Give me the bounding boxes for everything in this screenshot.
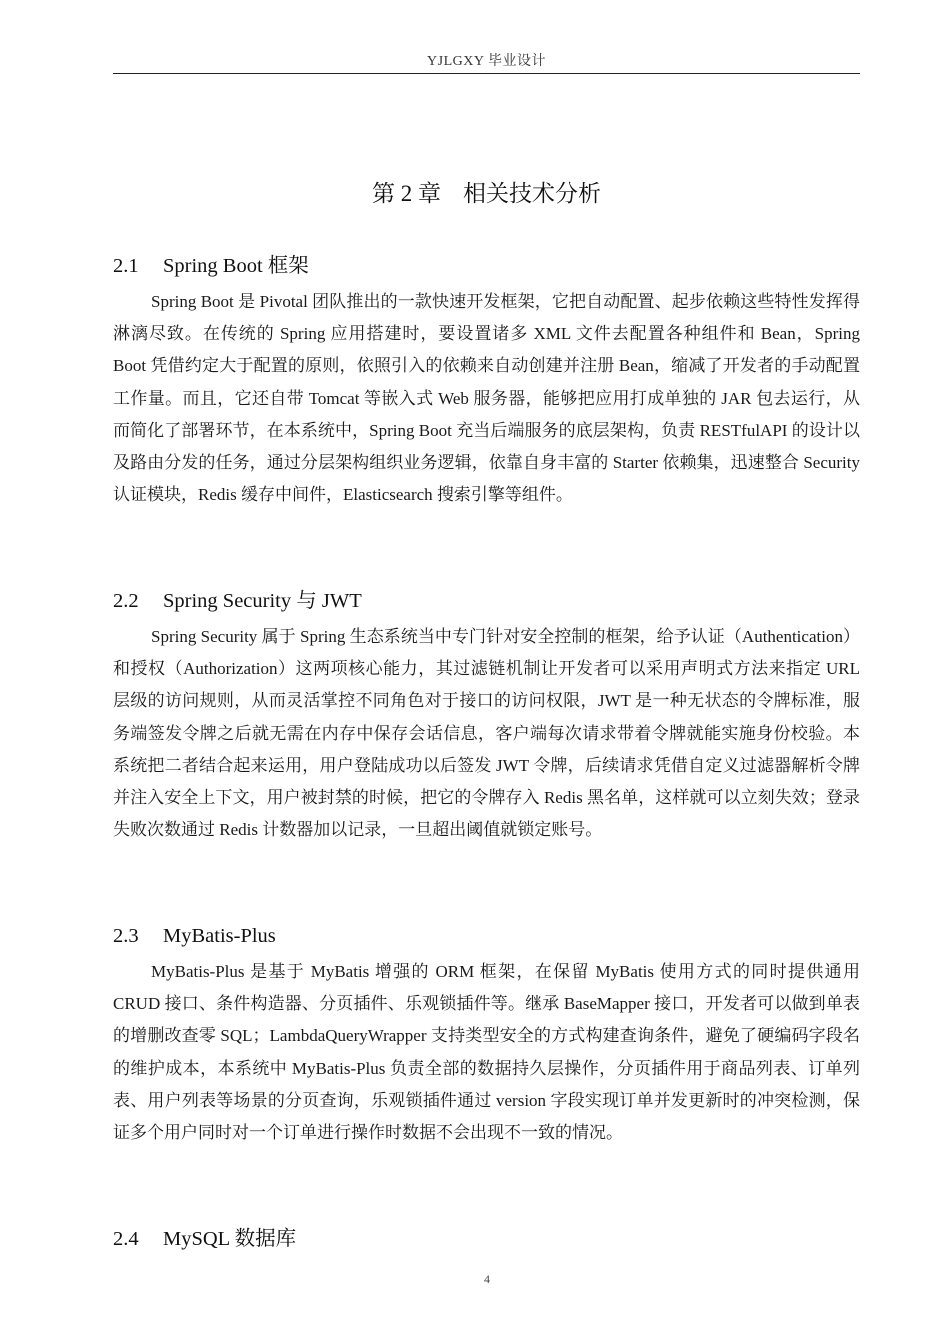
section-number: 2.1 [113,255,139,277]
chapter-number: 第 2 章 [372,181,441,206]
section-paragraph: Spring Boot 是 Pivotal 团队推出的一款快速开发框架，它把自动配置、起步依赖这些特性发挥得淋漓尽致。在传统的 Spring 应用搭建时，要设置诸多 XML 文件去配置各种组件和 Bean，Spring Boot 凭借约定大于配置的原则，依照引入的依赖来自动创建并注册 Bean，缩减了开发者的手动配置工作量。而且，它还自带 Tomcat 等嵌入式 Web 服务器，能够把应用打成单独的 JAR 包去运行，从而简化了部署环节，在本系统中，Spring Boot 充当后端服务的底层架构，负责 RESTfulAPI 的设计以及路由分发的任务，通过分层架构组织业务逻辑，依靠自身丰富的 Starter 依赖集，迅速整合 Security 认证模块，Redis 缓存中间件，Elasticsearch 搜索引擎等组件。 [113,292,860,505]
section-2-1 [113,250,860,511]
running-header: YJLGXY 毕业设计 [113,51,860,74]
section-number: 2.4 [113,1228,139,1250]
section-title: Spring Boot 框架 [163,255,309,277]
section-paragraph: MyBatis-Plus 是基于 MyBatis 增强的 ORM 框架，在保留 MyBatis 使用方式的同时提供通用 CRUD 接口、条件构造器、分页插件、乐观锁插件等。继承 BaseMapper 接口，开发者可以做到单表的增删改查零 SQL；LambdaQueryWrapper 支持类型安全的方式构建查询条件，避免了硬编码字段名的维护成本，本系统中 MyBatis-Plus 负责全部的数据持久层操作，分页插件用于商品列表、订单列表、用户列表等场景的分页查询，乐观锁插件通过 version 字段实现订单并发更新时的冲突检测，保证多个用户同时对一个订单进行操作时数据不会出现不一致的情况。 [113,962,860,1143]
section-heading [113,920,860,952]
section-heading [113,250,860,282]
section-2-3 [113,920,860,1149]
chapter-name: 相关技术分析 [463,181,601,206]
section-number: 2.2 [113,590,139,612]
section-number: 2.3 [113,925,139,947]
section-paragraph: Spring Security 属于 Spring 生态系统当中专门针对安全控制的框架，给予认证（Authentication）和授权（Authorization）这两项核心能力，其过滤链机制让开发者可以采用声明式方法来指定 URL 层级的访问规则，从而灵活掌控不同角色对于接口的访问权限，JWT 是一种无状态的令牌标准，服务端签发令牌之后就无需在内存中保存会话信息，客户端每次请求带着令牌就能实施身份校验。本系统把二者结合起来运用，用户登陆成功以后签发 JWT 令牌，后续请求凭借自定义过滤器解析令牌并注入安全上下文，用户被封禁的时候，把它的令牌存入 Redis 黑名单，这样就可以立刻失效；登录失败次数通过 Redis 计数器加以记录，一旦超出阈值就锁定账号。 [113,627,860,840]
section-2-2 [113,585,860,846]
section-2-4 [113,1223,860,1255]
chapter-title [113,178,860,210]
section-title: MyBatis-Plus [163,925,276,947]
section-title: MySQL 数据库 [163,1228,297,1250]
page-number: 4 [484,1272,490,1286]
section-title: Spring Security 与 JWT [163,590,362,612]
section-heading [113,585,860,617]
section-heading [113,1223,860,1255]
